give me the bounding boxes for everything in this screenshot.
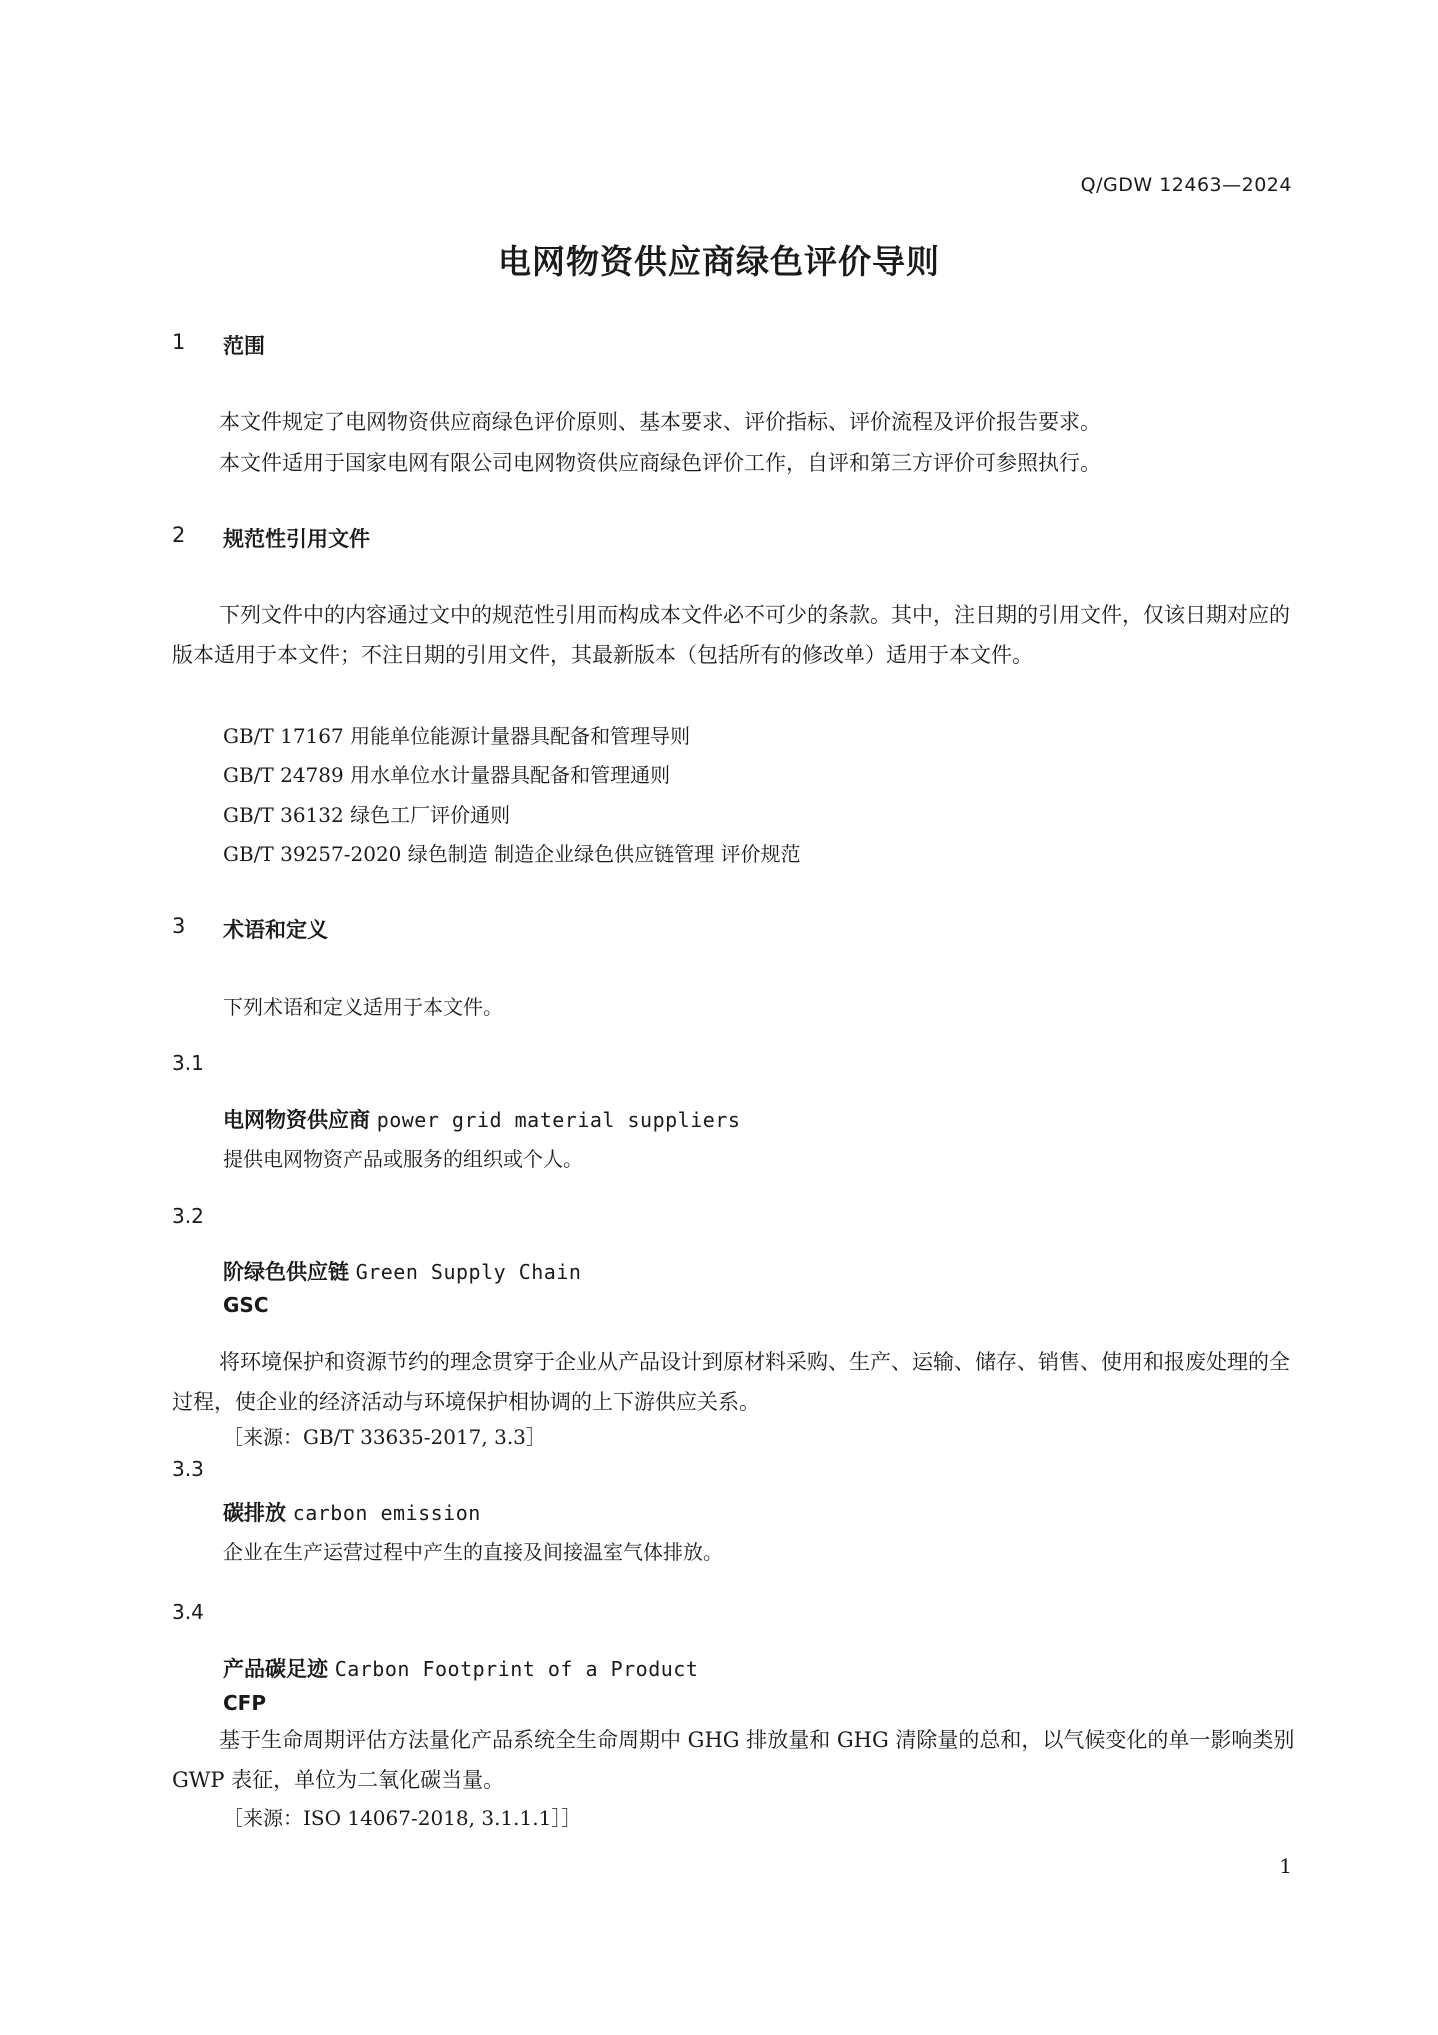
term-definition: 企业在生产运营过程中产生的直接及间接温室气体排放。 (223, 1540, 723, 1564)
reference-item: GB/T 24789 用水单位水计量器具配备和管理通则 (223, 763, 671, 787)
term-heading (223, 1256, 581, 1286)
section-3-title: 术语和定义 (223, 918, 328, 942)
clause-number: 3.2 (172, 1204, 204, 1228)
term-abbreviation: GSC (223, 1293, 269, 1317)
section-1-number: 1 (172, 330, 186, 354)
term-en: power grid material suppliers (376, 1108, 741, 1132)
term-en: Green Supply Chain (355, 1260, 582, 1284)
section-1-paragraph: 本文件规定了电网物资供应商绿色评价原则、基本要求、评价指标、评价流程及评价报告要求。 (219, 410, 1101, 434)
page-number: 1 (1279, 1854, 1292, 1878)
term-heading (223, 1104, 740, 1134)
term-en: carbon emission (292, 1501, 481, 1525)
term-heading (223, 1497, 481, 1527)
section-1-title: 范围 (223, 334, 265, 358)
term-heading (223, 1653, 698, 1683)
term-definition: 提供电网物资产品或服务的组织或个人。 (223, 1147, 583, 1171)
term-zh: 碳排放 (223, 1501, 286, 1525)
section-3-intro: 下列术语和定义适用于本文件。 (223, 995, 503, 1019)
term-zh: 产品碳足迹 (223, 1657, 328, 1681)
term-abbreviation: CFP (223, 1691, 266, 1715)
term-source: ［来源：GB/T 33635-2017, 3.3］ (223, 1425, 546, 1449)
term-zh: 阶绿色供应链 (223, 1260, 349, 1284)
clause-number: 3.1 (172, 1051, 204, 1075)
reference-item: GB/T 17167 用能单位能源计量器具配备和管理导则 (223, 724, 691, 748)
term-zh: 电网物资供应商 (223, 1108, 370, 1132)
term-definition: 基于生命周期评估方法量化产品系统全生命周期中 GHG 排放量和 GHG 清除量的总和，以气候变化的单一影响类别 GWP 表征，单位为二氧化碳当量。 (172, 1728, 1295, 1792)
term-source: ［来源：ISO 14067-2018, 3.1.1.1］］ (223, 1806, 582, 1830)
term-en: Carbon Footprint of a Product (334, 1657, 699, 1681)
section-1-paragraph: 本文件适用于国家电网有限公司电网物资供应商绿色评价工作，自评和第三方评价可参照执行。 (219, 451, 1101, 475)
reference-item: GB/T 39257-2020 绿色制造 制造企业绿色供应链管理 评价规范 (223, 842, 801, 866)
standard-code: Q/GDW 12463—2024 (1080, 174, 1292, 196)
section-2-intro: 下列文件中的内容通过文中的规范性引用而构成本文件必不可少的条款。其中，注日期的引用文件，仅该日期对应的版本适用于本文件；不注日期的引用文件，其最新版本（包括所有的修改单）适用于本文件。 (172, 603, 1290, 667)
reference-item: GB/T 36132 绿色工厂评价通则 (223, 803, 511, 827)
section-2-title: 规范性引用文件 (223, 527, 370, 551)
term-definition: 将环境保护和资源节约的理念贯穿于企业从产品设计到原材料采购、生产、运输、储存、销售、使用和报废处理的全过程，使企业的经济活动与环境保护相协调的上下游供应关系。 (172, 1350, 1290, 1414)
clause-number: 3.4 (172, 1600, 204, 1624)
section-2-number: 2 (172, 523, 186, 547)
section-3-number: 3 (172, 914, 186, 938)
clause-number: 3.3 (172, 1457, 204, 1481)
document-title: 电网物资供应商绿色评价导则 (498, 242, 940, 281)
